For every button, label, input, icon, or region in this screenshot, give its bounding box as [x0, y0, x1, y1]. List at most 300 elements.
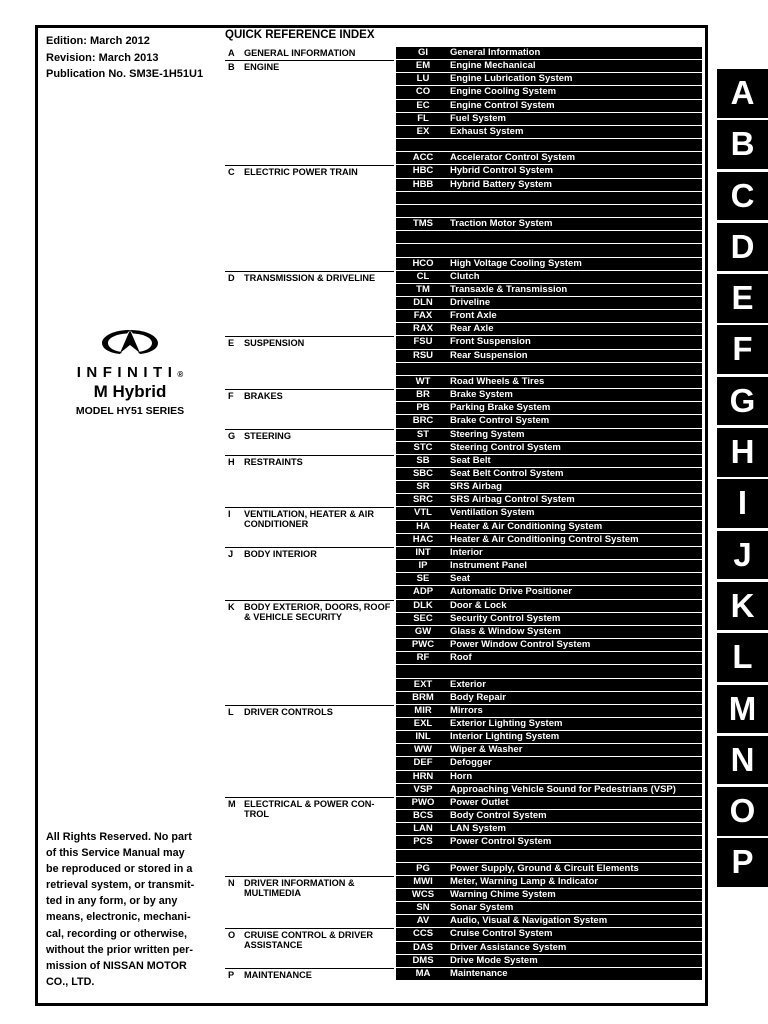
- section-code: BRC: [412, 415, 434, 427]
- infiniti-emblem-icon: [100, 326, 160, 356]
- section-title: Exterior Lighting System: [450, 717, 563, 729]
- index-row: [225, 560, 702, 573]
- index-row: [225, 100, 702, 113]
- section-code: HA: [416, 520, 430, 532]
- rights-line: of this Service Manual may: [46, 847, 185, 860]
- section-link[interactable]: [396, 626, 702, 638]
- section-title: Hybrid Battery System: [450, 178, 552, 190]
- category-letter: L: [228, 706, 234, 717]
- category-name: RESTRAINTS: [244, 456, 303, 467]
- section-code: CO: [415, 86, 431, 98]
- index-row: [225, 955, 702, 968]
- section-code: TM: [416, 283, 430, 295]
- section-link[interactable]: [396, 613, 702, 625]
- category-letter: K: [228, 601, 235, 612]
- section-link[interactable]: [396, 573, 702, 585]
- section-link[interactable]: [396, 165, 702, 177]
- section-code: BR: [416, 389, 430, 401]
- index-row: [225, 73, 702, 86]
- section-link[interactable]: [396, 560, 702, 572]
- revision-line: Revision: March 2013: [46, 51, 159, 64]
- section-title: Hybrid Control System: [450, 165, 553, 177]
- section-code: STC: [413, 441, 433, 453]
- category-label: [225, 389, 394, 402]
- section-code: ACC: [412, 152, 434, 164]
- section-link[interactable]: [396, 731, 702, 743]
- section-code: MIR: [414, 704, 432, 716]
- index-row: [225, 757, 702, 770]
- quick-reference-table: [225, 47, 702, 981]
- section-link[interactable]: [396, 323, 702, 335]
- index-row: [225, 534, 702, 547]
- category-label: [225, 60, 394, 73]
- section-title: Parking Brake System: [450, 402, 551, 414]
- section-title: Fuel System: [450, 112, 506, 124]
- index-row: [225, 271, 702, 284]
- category-label: [225, 336, 394, 349]
- section-title: SRS Airbag Control System: [450, 494, 575, 506]
- category-name: BRAKES: [244, 391, 283, 402]
- index-row: [225, 692, 702, 705]
- section-link[interactable]: [396, 639, 702, 651]
- section-code: EX: [416, 125, 430, 137]
- category-name: TRANSMISSION & DRIVELINE: [244, 272, 376, 283]
- section-link[interactable]: [396, 271, 702, 283]
- index-row: [225, 902, 702, 915]
- section-link[interactable]: [396, 113, 702, 125]
- index-row: [225, 284, 702, 297]
- index-row: [225, 442, 702, 455]
- category-label: [225, 968, 394, 980]
- section-code: PWO: [411, 796, 435, 808]
- section-code: INL: [415, 731, 431, 743]
- blank-section-bar: [396, 192, 702, 204]
- section-tab-e[interactable]: E: [717, 274, 768, 323]
- section-code: DEF: [413, 757, 433, 769]
- category-label: [225, 600, 394, 622]
- index-row: [225, 205, 702, 218]
- section-code: EM: [415, 60, 431, 72]
- section-link[interactable]: [396, 284, 702, 296]
- section-link[interactable]: [396, 60, 702, 72]
- index-row: [225, 389, 702, 402]
- section-code: DLN: [413, 296, 433, 308]
- section-link[interactable]: [396, 468, 702, 480]
- section-code: SBC: [412, 468, 434, 479]
- section-code: VSP: [413, 783, 433, 795]
- section-code: SE: [416, 573, 430, 585]
- section-link[interactable]: [396, 534, 702, 546]
- index-row: [225, 47, 702, 60]
- section-code: PB: [416, 402, 430, 414]
- rights-line: ted in any form, or by any: [46, 895, 178, 908]
- section-code: HAC: [412, 533, 434, 545]
- index-row: [225, 573, 702, 586]
- section-code: RSU: [412, 349, 434, 361]
- section-code: MWI: [413, 875, 433, 887]
- section-tab-b[interactable]: B: [717, 120, 768, 169]
- index-row: [225, 60, 702, 73]
- section-title: Heater & Air Conditioning Control System: [450, 533, 639, 545]
- publication-number: Publication No. SM3E-1H51U1: [46, 68, 204, 80]
- category-label: [225, 547, 394, 559]
- section-tab-k[interactable]: K: [717, 582, 768, 631]
- section-link[interactable]: [396, 652, 702, 664]
- rights-line: means, electronic, mechani-: [46, 911, 191, 924]
- section-code: CL: [416, 270, 430, 282]
- section-code: INT: [415, 546, 431, 558]
- section-link[interactable]: [396, 507, 702, 519]
- section-link[interactable]: [396, 836, 702, 848]
- category-name: STEERING: [244, 430, 291, 441]
- section-link[interactable]: [396, 876, 702, 888]
- section-title: Engine Control System: [450, 99, 555, 111]
- section-link[interactable]: [396, 415, 702, 427]
- index-title: QUICK REFERENCE INDEX: [225, 29, 375, 41]
- section-code: GI: [417, 47, 429, 58]
- index-row: [225, 771, 702, 784]
- section-title: LAN System: [450, 823, 506, 835]
- category-name: VENTILATION, HEATER & AIR CONDITIONER: [244, 509, 374, 530]
- edition-info: [46, 33, 203, 83]
- index-row: [225, 336, 702, 349]
- section-code: AV: [416, 915, 430, 927]
- index-row: [225, 86, 702, 99]
- section-code: DMS: [412, 954, 434, 966]
- index-row: [225, 429, 702, 442]
- section-code: RF: [416, 652, 430, 664]
- section-tab-o[interactable]: O: [717, 787, 768, 836]
- section-link[interactable]: [396, 586, 702, 598]
- index-row: [225, 481, 702, 494]
- section-code: SRC: [412, 494, 434, 506]
- section-code: TMS: [412, 218, 434, 230]
- category-letter: N: [228, 877, 235, 888]
- category-label: [225, 429, 394, 441]
- section-tab-n[interactable]: N: [717, 736, 768, 785]
- category-label: [225, 705, 394, 717]
- section-code: HCO: [412, 257, 434, 269]
- section-tab-l[interactable]: L: [717, 633, 768, 682]
- category-letter: P: [228, 969, 235, 980]
- section-title: High Voltage Cooling System: [450, 257, 582, 269]
- blank-section-bar: [396, 205, 702, 217]
- category-name: BODY INTERIOR: [244, 548, 317, 559]
- section-title: Brake System: [450, 389, 513, 401]
- category-name: ENGINE: [244, 62, 280, 73]
- index-row: [225, 468, 702, 481]
- section-tab-i[interactable]: I: [717, 479, 768, 528]
- section-link[interactable]: [396, 494, 702, 506]
- index-row: [225, 376, 702, 389]
- index-row: [225, 810, 702, 823]
- section-code: IP: [418, 560, 428, 572]
- index-row: [225, 744, 702, 757]
- section-title: Transaxle & Transmission: [450, 283, 568, 295]
- section-link[interactable]: [396, 547, 702, 559]
- section-title: Accelerator Control System: [450, 152, 576, 164]
- index-row: [225, 494, 702, 507]
- section-link[interactable]: [396, 126, 702, 138]
- blank-section-bar: [396, 231, 702, 243]
- section-link[interactable]: [396, 797, 702, 809]
- section-code: HBC: [412, 165, 434, 177]
- section-title: Sonar System: [450, 902, 514, 914]
- index-row: [225, 613, 702, 626]
- category-label: [225, 507, 394, 530]
- section-tabs: [717, 69, 768, 890]
- section-title: SRS Airbag: [450, 481, 502, 493]
- section-link[interactable]: [396, 481, 702, 493]
- section-link[interactable]: [396, 600, 702, 612]
- section-code: SR: [416, 481, 430, 493]
- index-row: [225, 942, 702, 955]
- section-title: Steering Control System: [450, 441, 561, 453]
- section-link[interactable]: [396, 889, 702, 901]
- section-title: Instrument Panel: [450, 560, 528, 572]
- section-title: Rear Suspension: [450, 349, 528, 361]
- rights-line: without the prior written per-: [46, 943, 193, 956]
- index-row: [225, 639, 702, 652]
- section-link[interactable]: [396, 784, 702, 796]
- index-row: [225, 968, 702, 981]
- section-title: Power Outlet: [450, 796, 509, 808]
- section-title: Driveline: [450, 296, 491, 308]
- section-code: FAX: [413, 310, 433, 322]
- section-link[interactable]: [396, 429, 702, 441]
- category-letter: C: [228, 167, 235, 178]
- section-title: Warning Chime System: [450, 889, 556, 900]
- category-letter: I: [228, 509, 231, 520]
- section-link[interactable]: [396, 757, 702, 769]
- section-link[interactable]: [396, 915, 702, 927]
- section-title: Seat Belt Control System: [450, 468, 564, 479]
- category-name: SUSPENSION: [244, 338, 305, 349]
- index-row: [225, 521, 702, 534]
- index-row: [225, 402, 702, 415]
- index-row: [225, 179, 702, 192]
- section-title: Drive Mode System: [450, 954, 538, 966]
- section-code: RAX: [412, 323, 434, 335]
- index-row: [225, 258, 702, 271]
- brand-name: INFINITI®: [76, 364, 184, 381]
- section-link[interactable]: [396, 928, 702, 940]
- section-link[interactable]: [396, 100, 702, 112]
- section-code: EXT: [413, 678, 433, 690]
- section-title: General Information: [450, 47, 541, 58]
- index-row: [225, 455, 702, 468]
- section-link[interactable]: [396, 179, 702, 191]
- index-row: [225, 139, 702, 152]
- category-letter: E: [228, 338, 235, 349]
- index-row: [225, 823, 702, 836]
- section-tab-j[interactable]: J: [717, 531, 768, 580]
- section-title: Road Wheels & Tires: [450, 375, 545, 387]
- model-title: M Hybrid: [93, 382, 167, 401]
- section-title: Horn: [450, 770, 473, 782]
- section-link[interactable]: [396, 73, 702, 85]
- section-title: Glass & Window System: [450, 625, 561, 637]
- section-link[interactable]: [396, 350, 702, 362]
- section-tab-a[interactable]: A: [717, 69, 768, 118]
- section-code: HRN: [412, 770, 434, 782]
- category-letter: O: [228, 930, 236, 941]
- section-link[interactable]: [396, 823, 702, 835]
- section-title: Automatic Drive Positioner: [450, 586, 572, 598]
- section-title: Traction Motor System: [450, 218, 553, 230]
- index-row: [225, 350, 702, 363]
- section-title: Power Supply, Ground & Circuit Elements: [450, 862, 639, 874]
- index-row: [225, 784, 702, 797]
- section-code: ADP: [412, 586, 434, 598]
- section-code: DLK: [413, 599, 433, 611]
- section-code: PG: [416, 862, 430, 874]
- section-title: Exterior: [450, 678, 486, 690]
- index-row: [225, 218, 702, 231]
- section-link[interactable]: [396, 679, 702, 691]
- index-row: [225, 652, 702, 665]
- section-link[interactable]: [396, 692, 702, 704]
- index-row: [225, 586, 702, 599]
- index-row: [225, 718, 702, 731]
- section-title: Heater & Air Conditioning System: [450, 520, 603, 532]
- index-row: [225, 152, 702, 165]
- section-title: Defogger: [450, 757, 492, 769]
- section-code: BRM: [412, 691, 434, 703]
- section-tab-m[interactable]: M: [717, 685, 768, 734]
- index-row: [225, 363, 702, 376]
- section-title: Interior: [450, 546, 483, 558]
- section-link[interactable]: [396, 810, 702, 822]
- category-name: ELECTRIC POWER TRAIN: [244, 167, 358, 178]
- section-link[interactable]: [396, 942, 702, 954]
- index-row: [225, 415, 702, 428]
- section-link[interactable]: [396, 402, 702, 414]
- edition-line: Edition: March 2012: [46, 35, 150, 47]
- rights-line: CO., LTD.: [46, 975, 95, 988]
- section-title: Front Axle: [450, 310, 497, 322]
- section-tab-c[interactable]: C: [717, 172, 768, 221]
- section-link[interactable]: [396, 258, 702, 270]
- category-label: [225, 797, 394, 819]
- section-link[interactable]: [396, 442, 702, 454]
- section-link[interactable]: [396, 863, 702, 875]
- category-letter: B: [228, 62, 235, 73]
- section-link[interactable]: [396, 955, 702, 967]
- category-name: ELECTRICAL & POWER CON-TROL: [244, 798, 375, 819]
- section-link[interactable]: [396, 310, 702, 322]
- index-row: [225, 297, 702, 310]
- section-title: Cruise Control System: [450, 928, 553, 940]
- section-title: Steering System: [450, 428, 525, 440]
- section-link[interactable]: [396, 744, 702, 756]
- section-title: Maintenance: [450, 967, 508, 979]
- section-title: Seat: [450, 573, 471, 585]
- section-tab-h[interactable]: H: [717, 428, 768, 477]
- section-title: Power Control System: [450, 836, 552, 848]
- model-series: MODEL HY51 SERIES: [75, 405, 185, 417]
- section-title: Roof: [450, 652, 472, 664]
- section-link[interactable]: [396, 521, 702, 533]
- index-row: [225, 705, 702, 718]
- category-label: [225, 455, 394, 467]
- section-link[interactable]: [396, 218, 702, 230]
- section-title: Wiper & Washer: [450, 744, 523, 756]
- section-tab-g[interactable]: G: [717, 377, 768, 426]
- section-tab-f[interactable]: F: [717, 325, 768, 374]
- section-link[interactable]: [396, 718, 702, 730]
- blank-section-bar: [396, 850, 702, 862]
- index-row: [225, 836, 702, 849]
- category-name: CRUISE CONTROL & DRIVER ASSISTANCE: [244, 930, 373, 951]
- registered-mark: ®: [177, 370, 184, 379]
- section-code: DAS: [412, 941, 434, 953]
- category-name: BODY EXTERIOR, DOORS, ROOF & VEHICLE SECURITY: [244, 601, 391, 622]
- section-code: VTL: [414, 507, 432, 519]
- blank-section-bar: [396, 139, 702, 151]
- section-title: Power Window Control System: [450, 639, 591, 651]
- index-row: [225, 850, 702, 863]
- section-tab-p[interactable]: P: [717, 838, 768, 887]
- section-title: Engine Lubrication System: [450, 73, 573, 85]
- section-link[interactable]: [396, 376, 702, 388]
- section-title: Brake Control System: [450, 415, 550, 427]
- index-row: [225, 915, 702, 928]
- index-row: [225, 244, 702, 257]
- section-title: Rear Axle: [450, 323, 494, 335]
- index-row: [225, 231, 702, 244]
- section-link[interactable]: [396, 389, 702, 401]
- section-link[interactable]: [396, 47, 702, 59]
- section-code: LU: [416, 73, 430, 85]
- blank-section-bar: [396, 363, 702, 375]
- section-title: Audio, Visual & Navigation System: [450, 915, 608, 927]
- section-title: Security Control System: [450, 612, 561, 624]
- section-code: PCS: [413, 836, 433, 848]
- rights-notice: [46, 829, 214, 990]
- index-row: [225, 126, 702, 139]
- section-link[interactable]: [396, 902, 702, 914]
- section-title: Door & Lock: [450, 599, 507, 611]
- section-title: Mirrors: [450, 704, 483, 716]
- section-link[interactable]: [396, 705, 702, 717]
- section-link[interactable]: [396, 297, 702, 309]
- section-title: Driver Assistance System: [450, 941, 567, 953]
- section-link[interactable]: [396, 771, 702, 783]
- section-link[interactable]: [396, 86, 702, 98]
- index-row: [225, 731, 702, 744]
- index-row: [225, 113, 702, 126]
- section-code: FSU: [413, 336, 433, 348]
- section-link[interactable]: [396, 152, 702, 164]
- section-code: MA: [415, 967, 431, 979]
- category-name: MAINTENANCE: [244, 969, 312, 980]
- section-tab-d[interactable]: D: [717, 223, 768, 272]
- section-code: FL: [417, 112, 429, 124]
- section-code: ST: [416, 428, 430, 440]
- section-link[interactable]: [396, 968, 702, 980]
- section-link[interactable]: [396, 336, 702, 348]
- category-letter: H: [228, 456, 235, 467]
- category-label: [225, 928, 394, 951]
- category-letter: J: [228, 548, 234, 559]
- index-row: [225, 863, 702, 876]
- section-code: GW: [414, 625, 432, 637]
- section-code: EC: [416, 99, 430, 111]
- section-link[interactable]: [396, 455, 702, 467]
- section-code: SEC: [413, 612, 433, 624]
- category-letter: M: [228, 798, 236, 809]
